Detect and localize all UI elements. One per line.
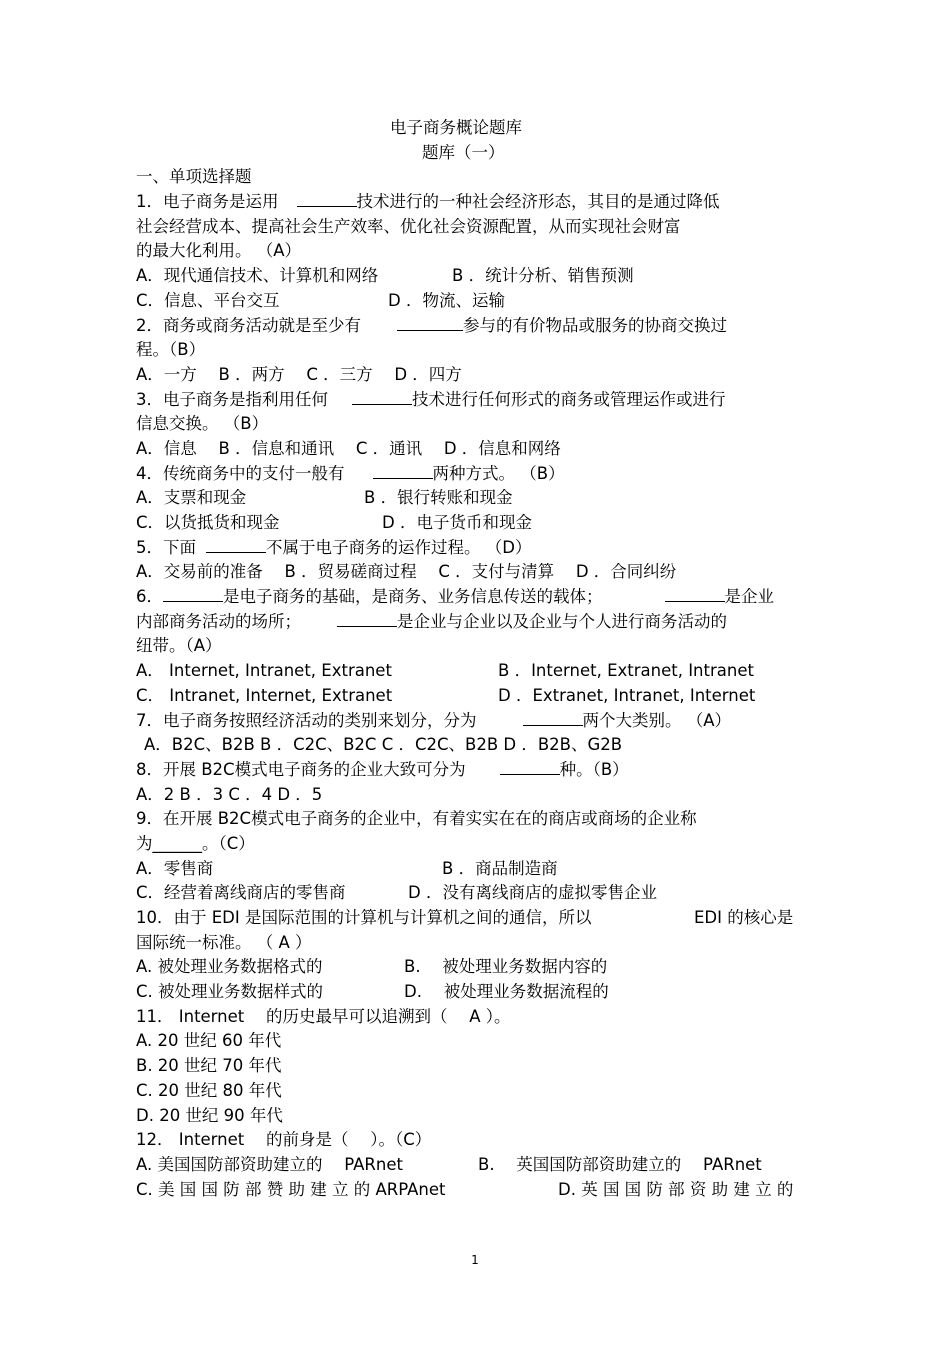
answer-blank — [373, 464, 433, 479]
question-1-line-2: 社会经营成本、提高社会生产效率、优化社会资源配置，从而实现社会财富 — [136, 216, 681, 236]
question-11-option-d: D. 20 世纪 90 年代 — [136, 1105, 283, 1125]
question-12-options-2: C. 美 国 国 防 部 赞 助 建 立 的 ARPAnet D. 英 国 国 防 部 资 助 建 立 的 — [136, 1179, 794, 1199]
answer-blank — [206, 538, 266, 553]
question-2-line-2: 程。（B） — [136, 340, 206, 360]
question-6-line-3: 纽带。（A） — [136, 636, 222, 656]
question-3-line-2: 信息交换。 （B） — [136, 414, 269, 434]
question-2-options: A．一方 B ．两方 C ．三方 D ．四方 — [136, 364, 462, 384]
question-4-line-1: 4．传统商务中的支付一般有 两种方式。 （B） — [136, 463, 565, 483]
document-title: 电子商务概论题库 — [390, 118, 522, 137]
question-11-option-a: A. 20 世纪 60 年代 — [136, 1031, 282, 1051]
question-7-options: A．B2C、B2B B ．C2C、B2C C ．C2C、B2B D ．B2B、G2B — [144, 735, 623, 755]
question-1-line-3: 的最大化利用。 （A） — [136, 241, 302, 261]
question-9-line-1: 9．在开展 B2C模式电子商务的企业中，有着实实在在的商店或商场的企业称 — [136, 809, 697, 829]
question-9-line-2: 为______。（C） — [136, 833, 255, 853]
question-10-line-1: 10．由于 EDI 是国际范围的计算机与计算机之间的通信，所以 EDI 的核心是 — [136, 908, 794, 927]
question-3-options: A．信息 B ．信息和通讯 C ．通讯 D ．信息和网络 — [136, 438, 561, 458]
answer-blank — [297, 192, 357, 207]
question-7-line-1: 7．电子商务按照经济活动的类别来划分，分为 两个大类别。 （A） — [136, 710, 732, 730]
question-5-line-1: 5．下面 不属于电子商务的运作过程。 （D） — [136, 537, 532, 557]
question-6-options-1: A． Internet, Intranet, Extranet B ．Internet, Extranet, Intranet — [136, 661, 754, 681]
question-1-line-1: 1．电子商务是运用 技术进行的一种社会经济形态，其目的是通过降低 — [136, 192, 720, 212]
question-8-options: A．2 B ．3 C ．4 D ．5 — [136, 784, 323, 804]
answer-blank — [163, 587, 223, 602]
answer-blank — [665, 587, 725, 602]
question-9-options-2: C．经营着离线商店的零售商 D ．没有离线商店的虚拟零售企业 — [136, 883, 657, 903]
answer-blank — [500, 760, 560, 775]
question-6-options-2: C． Intranet, Internet, Extranet D ．Extranet, Intranet, Internet — [136, 685, 756, 705]
page-number: 1 — [471, 1253, 479, 1267]
question-3-line-1: 3．电子商务是指利用任何 技术进行任何形式的商务或管理运作或进行 — [136, 389, 726, 409]
question-2-line-1: 2．商务或商务活动就是至少有 参与的有价物品或服务的协商交换过 — [136, 315, 727, 335]
question-9-options-1: A．零售商 B ．商品制造商 — [136, 858, 558, 878]
answer-blank — [397, 316, 463, 331]
answer-blank — [352, 390, 412, 405]
question-bank — [136, 116, 826, 1202]
answer-blank — [523, 711, 583, 726]
question-10-options-1: A. 被处理业务数据格式的 B. 被处理业务数据内容的 — [136, 957, 608, 977]
question-1-options-1: A．现代通信技术、计算机和网络 B ．统计分析、销售预测 — [136, 266, 634, 286]
question-12-line-1: 12． Internet 的前身是（ ）。（C） — [136, 1130, 432, 1150]
question-6-line-1: 6． 是电子商务的基础，是商务、业务信息传送的载体； 是企业 — [136, 587, 774, 607]
section-heading: 一、单项选择题 — [136, 167, 252, 187]
question-11-line-1: 11． Internet 的历史最早可以追溯到（ A ）。 — [136, 1006, 511, 1026]
question-11-option-c: C. 20 世纪 80 年代 — [136, 1080, 282, 1100]
document-subtitle: 题库（一） — [422, 142, 505, 162]
question-4-options-2: C．以货抵货和现金 D ．电子货币和现金 — [136, 513, 532, 532]
question-1-options-2: C．信息、平台交互 D ．物流、运输 — [136, 290, 505, 310]
question-8-line-1: 8．开展 B2C模式电子商务的企业大致可分为 种。（B） — [136, 759, 629, 779]
question-4-options-1: A．支票和现金 B ．银行转账和现金 — [136, 488, 513, 508]
answer-blank — [337, 612, 397, 627]
question-11-option-b: B. 20 世纪 70 年代 — [136, 1056, 282, 1076]
question-5-options: A．交易前的准备 B ．贸易磋商过程 C ．支付与清算 D ．合同纠纷 — [136, 562, 677, 582]
question-12-options-1: A. 美国国防部资助建立的 PARnet B. 英国国防部资助建立的 PARnet — [136, 1154, 762, 1174]
question-10-line-2: 国际统一标准。 （ A ） — [136, 932, 312, 952]
question-6-line-2: 内部商务活动的场所； 是企业与企业以及企业与个人进行商务活动的 — [136, 611, 727, 631]
question-10-options-2: C. 被处理业务数据样式的 D. 被处理业务数据流程的 — [136, 982, 609, 1002]
